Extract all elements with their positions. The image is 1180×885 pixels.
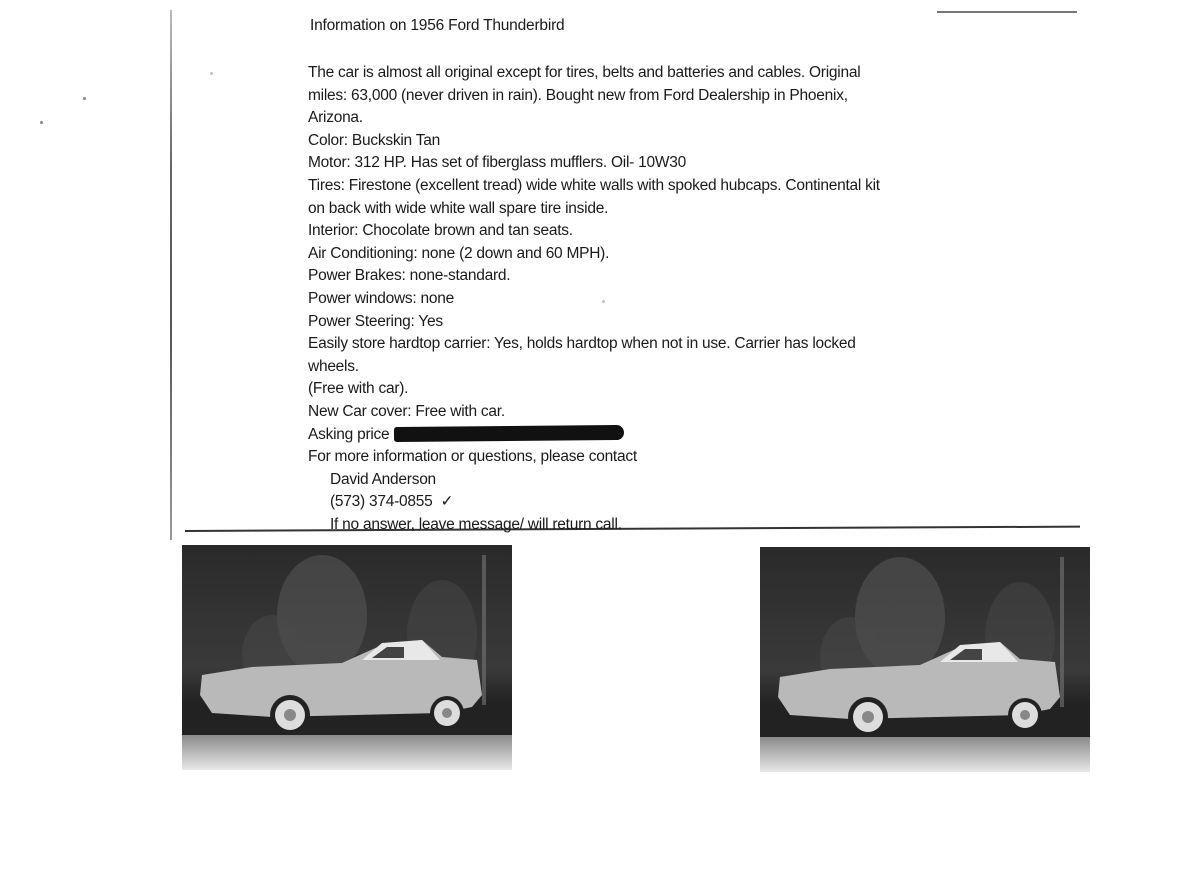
document-body	[308, 62, 968, 536]
contact-phone-line	[308, 491, 968, 514]
intro-line: miles: 63,000 (never driven in rain). Bought new from Ford Dealership in Phoenix,	[308, 86, 848, 104]
spec-hardtop-free: (Free with car).	[308, 380, 409, 398]
contact-intro: For more information or questions, please contact	[308, 448, 637, 466]
car-photo-left	[182, 545, 512, 770]
spec-hardtop-carrier-cont: wheels.	[308, 357, 359, 375]
top-right-line	[937, 11, 1077, 13]
car-image	[182, 545, 512, 770]
scan-speck	[40, 121, 43, 124]
left-border-line	[170, 10, 172, 540]
asking-price-label: Asking price	[308, 425, 390, 443]
contact-phone: (573) 374-0855	[330, 493, 433, 511]
check-mark-icon: ✓	[440, 493, 454, 511]
car-image	[760, 547, 1090, 772]
contact-name: David Anderson	[330, 470, 436, 488]
spec-power-brakes: Power Brakes: none-standard.	[308, 267, 511, 285]
spec-car-cover: New Car cover: Free with car.	[308, 402, 505, 420]
intro-line: The car is almost all original except for tires, belts and batteries and cables. Original	[308, 64, 861, 81]
spec-tires: Tires: Firestone (excellent tread) wide white walls with spoked hubcaps. Continental kit	[308, 176, 880, 194]
redacted-price	[393, 424, 623, 441]
spec-hardtop-carrier: Easily store hardtop carrier: Yes, holds hardtop when not in use. Carrier has locked	[308, 335, 856, 353]
spec-motor: Motor: 312 HP. Has set of fiberglass mufflers. Oil- 10W30	[308, 154, 687, 172]
spec-air-conditioning: Air Conditioning: none (2 down and 60 MPH).	[308, 244, 610, 262]
car-photo-right	[760, 547, 1090, 772]
spec-interior: Interior: Chocolate brown and tan seats.	[308, 222, 573, 240]
intro-line: Arizona.	[308, 109, 363, 127]
spec-color: Color: Buckskin Tan	[308, 131, 440, 149]
spec-power-windows: Power windows: none	[308, 289, 455, 307]
scan-speck	[210, 72, 213, 75]
spec-tires-cont: on back with wide white wall spare tire inside.	[308, 199, 609, 217]
contact-note: If no answer, leave message/ will return call.	[330, 515, 622, 533]
spec-power-steering: Power Steering: Yes	[308, 312, 443, 330]
document-title: Information on 1956 Ford Thunderbird	[310, 17, 565, 34]
asking-price-line	[308, 424, 968, 447]
scan-speck	[83, 97, 86, 100]
